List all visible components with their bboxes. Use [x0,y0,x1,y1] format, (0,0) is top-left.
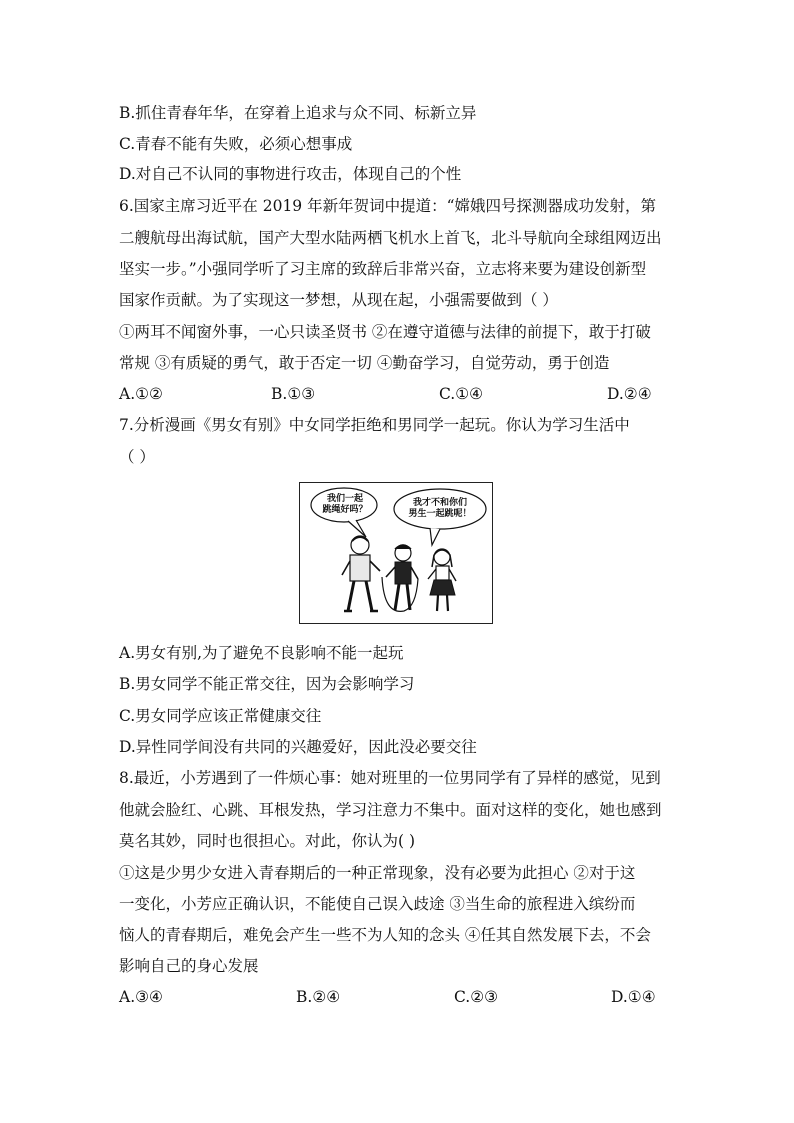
q5-option-c: C.青春不能有失败，必须心想事成 [119,135,353,153]
q8-line-2: 他就会脸红、心跳、耳根发热，学习注意力不集中。面对这样的变化，她也感到 [119,801,662,819]
q8-option-b: B.②④ [296,988,341,1006]
q7-option-b: B.男女同学不能正常交往，因为会影响学习 [119,675,415,693]
q8-option-d: D.①④ [611,988,656,1006]
q8-line-4: ①这是少男少女进入青春期后的一种正常现象，没有必要为此担心 ②对于这 [119,864,636,882]
q6-option-b: B.①③ [271,385,316,403]
q6-line-4: 国家作贡献。为了实现这一梦想，从现在起，小强需要做到（ ） [119,291,558,309]
q8-line-1: 8.最近，小芳遇到了一件烦心事：她对班里的一位男同学有了异样的感觉，见到 [119,769,661,787]
q8-line-7: 影响自己的身心发展 [119,957,259,975]
q8-option-a: A.③④ [119,988,163,1006]
cartoon-image [299,482,493,624]
cartoon-bubble-left: 我们一起 跳绳好吗？ [322,494,368,515]
q6-line-6: 常规 ③有质疑的勇气，敢于否定一切 ④勤奋学习，自觉劳动，勇于创造 [119,354,610,372]
q6-option-a: A.①② [119,385,163,403]
q6-option-d: D.②④ [607,385,652,403]
q8-option-c: C.②③ [454,988,499,1006]
q6-line-3: 坚实一步。”小强同学听了习主席的致辞后非常兴奋，立志将来要为建设创新型 [119,260,647,278]
q6-line-5: ①两耳不闻窗外事，一心只读圣贤书 ②在遵守道德与法律的前提下，敢于打破 [119,323,651,341]
q7-line-2: （ ） [119,448,155,466]
q7-line-1: 7.分析漫画《男女有别》中女同学拒绝和男同学一起玩。你认为学习生活中 [119,416,630,434]
q7-option-a: A.男女有别,为了避免不良影响不能一起玩 [119,644,404,662]
q8-line-5: 一变化，小芳应正确认识，不能使自己误入歧途 ③当生命的旅程进入缤纷而 [119,895,636,913]
q5-option-d: D.对自己不认同的事物进行攻击，体现自己的个性 [119,165,462,183]
q8-line-6: 恼人的青春期后，难免会产生一些不为人知的念头 ④任其自然发展下去，不会 [119,926,651,944]
cartoon-bubble-right: 我才不和你们 男生一起跳呢！ [408,498,472,519]
q7-option-c: C.男女同学应该正常健康交往 [119,707,322,725]
q7-option-d: D.异性同学间没有共同的兴趣爱好，因此没必要交往 [119,738,477,756]
q6-line-2: 二艘航母出海试航，国产大型水陆两栖飞机水上首飞，北斗导航向全球组网迈出 [119,229,662,247]
q8-line-3: 莫名其妙，同时也很担心。对此，你认为( ) [119,832,416,850]
q6-line-1: 6.国家主席习近平在 2019 年新年贺词中提道：“嫦娥四号探测器成功发射，第 [119,197,657,215]
q5-option-b: B.抓住青春年华，在穿着上追求与众不同、标新立异 [119,104,477,122]
q6-option-c: C.①④ [439,385,484,403]
